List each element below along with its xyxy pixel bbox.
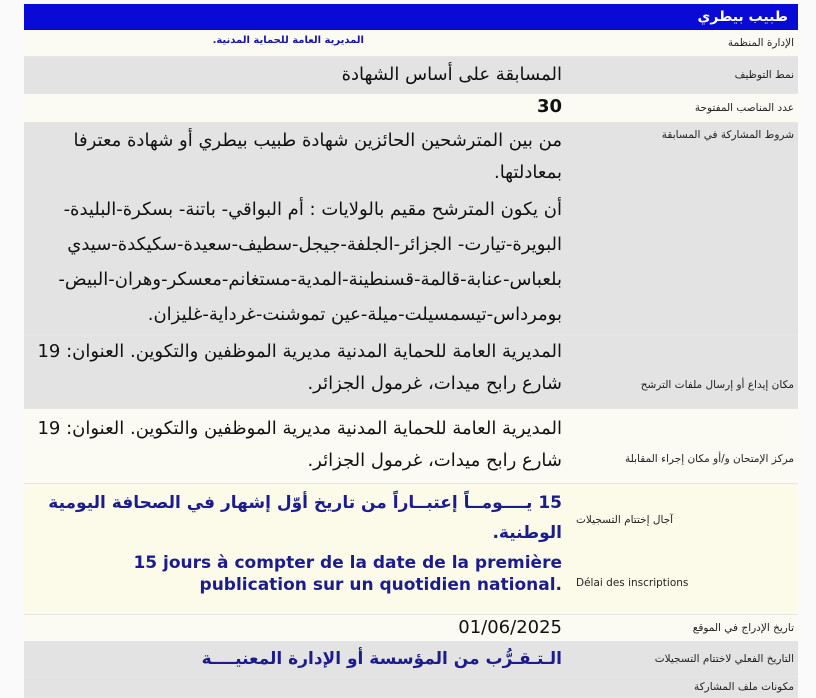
positions-value: 30 (536, 96, 562, 117)
conditions-p1: من بين المترشحين الحائزين شهادة طبيب بيطري أو شهادة معترفا بمعادلتها. (73, 130, 562, 183)
row-conditions (24, 123, 798, 336)
recruit-type-value: المسابقة على أساس الشهادة (341, 64, 562, 85)
job-title: طبيب بيطري (24, 4, 798, 30)
recruit-type-label: نمط التوظيف (734, 69, 794, 81)
row-actual-deadline (24, 642, 798, 677)
row-next (24, 677, 798, 698)
row-posted-date (24, 615, 798, 642)
job-card (24, 4, 798, 698)
posted-date-value: 01/06/2025 (458, 617, 562, 638)
row-deposit-place (24, 336, 798, 409)
row-exam-center (24, 409, 798, 484)
deadline-label-ar: آجال إختتام التسجيلات (576, 513, 674, 526)
organizer-value: المديرية العامة للحماية المدنية. (212, 35, 364, 46)
next-value (24, 677, 570, 697)
actual-deadline-label: التاريخ الفعلي لاختتام التسجيلات (654, 653, 794, 665)
row-deadline (24, 484, 798, 615)
organizer-label: الإدارة المنظمة (727, 37, 794, 49)
deadline-label-fr: Délai des inscriptions (576, 576, 689, 589)
deadline-value-fr: 15 jours à compter de la date de la première publication sur un quotidien national. (133, 553, 562, 595)
deposit-place-value: المديرية العامة للحماية المدنية مديرية الموظفين والتكوين. العنوان: 19 شارع رابح ميدات، غرمول الجزائر. (37, 341, 562, 394)
deadline-value-ar: 15 يــــومــاً إعتبــاراً من تاريخ أوّل إشهار في الصحافة اليومية الوطنية. (48, 493, 562, 543)
deadline-value (24, 484, 570, 614)
conditions-value (24, 123, 570, 332)
deposit-place-label: مكان إيداع أو إرسال ملفات الترشح (640, 379, 794, 391)
row-positions (24, 94, 798, 123)
conditions-p2: أن يكون المترشح مقيم بالولايات : أم البواقي- باتنة- بسكرة-البليدة-البويرة-تيارت- الجزائر-الجلفة-جيجل-سطيف-سعيدة-سكيكدة-سيدي بلعباس-عنابة-قالمة-قسنطينة-المدية-مستغانم-معسكر-وهران-البيض-بومرداس-تيسمسيلت-ميلة-عين تموشنت-غرداية-غليزان. (58, 199, 562, 325)
posted-date-label: تاريخ الإدراج في الموقع (692, 622, 794, 634)
actual-deadline-value: الـتـقـرُّب من المؤسسة أو الإدارة المعنيــــة (201, 649, 562, 669)
exam-center-value: المديرية العامة للحماية المدنية مديرية الموظفين والتكوين. العنوان: 19 شارع رابح ميدات، غرمول الجزائر. (37, 418, 562, 471)
positions-label: عدد المناصب المفتوحة (694, 102, 794, 114)
row-organizer (24, 30, 798, 57)
next-label: مكونات ملف المشاركة (694, 681, 794, 693)
conditions-label: شروط المشاركة في المسابقة (661, 129, 794, 141)
row-recruit-type (24, 57, 798, 94)
deadline-labels (570, 484, 798, 614)
exam-center-label: مركز الإمتحان و/أو مكان إجراء المقابلة (625, 453, 794, 465)
